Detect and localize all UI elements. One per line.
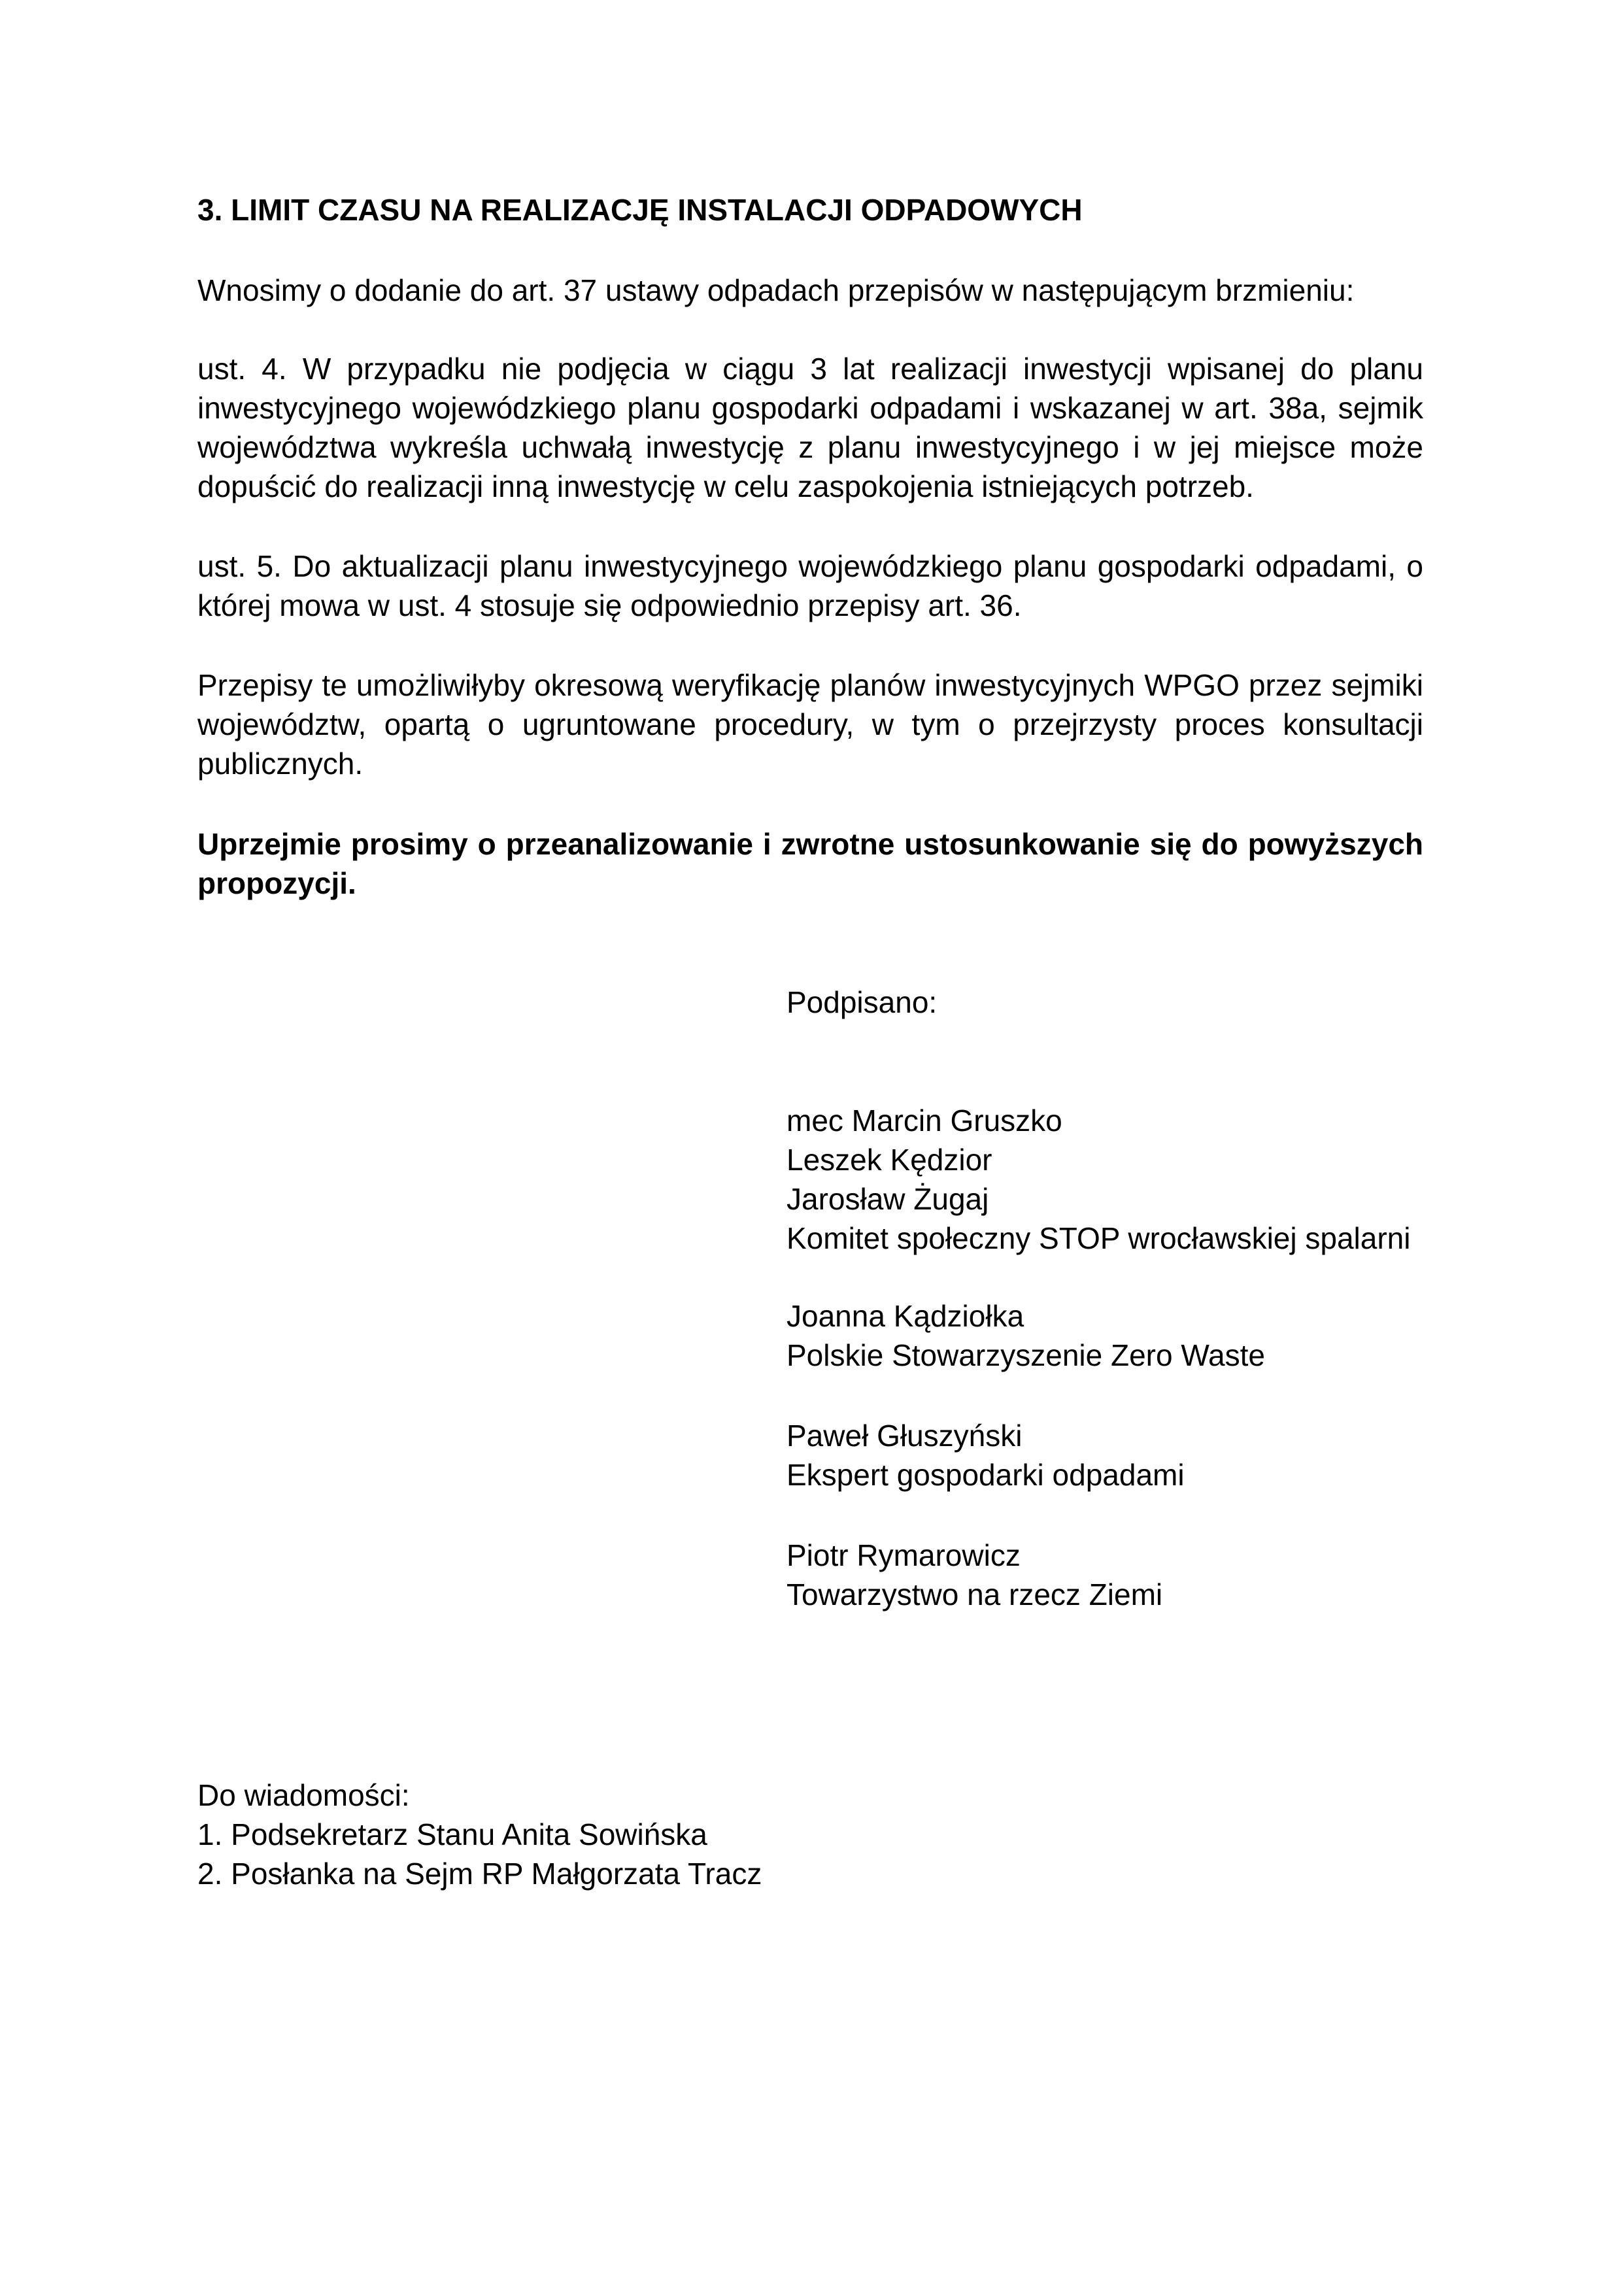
cc-label: Do wiadomości:	[197, 1778, 410, 1812]
signatory-organization: Ekspert gospodarki odpadami	[787, 1458, 1185, 1492]
signatory-name: Jarosław Żugaj	[787, 1182, 989, 1216]
justification-line: województw, opartą o ugruntowane procedury, w tym o przejrzysty proces konsultacji	[197, 707, 1423, 741]
signatory-name: Leszek Kędzior	[787, 1143, 992, 1177]
ust5-paragraph	[197, 547, 1423, 625]
ust4-line: ust. 4. W przypadku nie podjęcia w ciągu 3 lat realizacji inwestycji wpisanej do planu	[197, 352, 1423, 386]
section-heading-text: 3. LIMIT CZASU NA REALIZACJĘ INSTALACJI ODPADOWYCH	[197, 193, 1083, 227]
ust4-line: dopuścić do realizacji inną inwestycję w celu zaspokojenia istniejących potrzeb.	[197, 469, 1254, 503]
cc-item: 1. Podsekretarz Stanu Anita Sowińska	[197, 1817, 707, 1851]
request-line: Uprzejmie prosimy o przeanalizowanie i zwrotne ustosunkowanie się do powyższych	[197, 827, 1423, 861]
cc-item: 2. Posłanka na Sejm RP Małgorzata Tracz	[197, 1857, 762, 1891]
intro-text: Wnosimy o dodanie do art. 37 ustawy odpadach przepisów w następującym brzmieniu:	[197, 273, 1355, 307]
signatory-organization: Towarzystwo na rzecz Ziemi	[787, 1577, 1163, 1611]
signed-label	[787, 983, 1440, 1022]
justification-line: Przepisy te umożliwiłyby okresową weryfikację planów inwestycyjnych WPGO przez sejmiki	[197, 668, 1423, 702]
signatory-name: Paweł Głuszyński	[787, 1419, 1023, 1453]
request-paragraph	[197, 824, 1423, 903]
signatory-name: Joanna Kądziołka	[787, 1299, 1024, 1333]
intro-paragraph	[197, 271, 1423, 310]
signatory-organization: Komitet społeczny STOP wrocławskiej spalarni	[787, 1221, 1411, 1255]
ust5-line: ust. 5. Do aktualizacji planu inwestycyjnego wojewódzkiego planu gospodarki odpadami, o	[197, 549, 1423, 583]
ust5-line: której mowa w ust. 4 stosuje się odpowiednio przepisy art. 36.	[197, 588, 1022, 622]
justification-line: publicznych.	[197, 747, 364, 781]
request-line: propozycji.	[197, 866, 356, 900]
signatory-group	[787, 1101, 1440, 1258]
signatory-name: mec Marcin Gruszko	[787, 1104, 1062, 1138]
ust4-paragraph	[197, 349, 1423, 506]
signatory-group	[787, 1416, 1440, 1494]
justification-paragraph	[197, 666, 1423, 783]
signatory-name: Piotr Rymarowicz	[787, 1538, 1021, 1572]
cc-list	[197, 1776, 1423, 1893]
signatory-organization: Polskie Stowarzyszenie Zero Waste	[787, 1338, 1266, 1372]
signatory-group	[787, 1536, 1440, 1614]
section-heading	[197, 190, 1423, 229]
signatory-group	[787, 1296, 1440, 1375]
ust4-line: inwestycyjnego wojewódzkiego planu gospodarki odpadami i wskazanej w art. 38a, sejmik	[197, 391, 1423, 425]
signed-label-text: Podpisano:	[787, 985, 938, 1019]
ust4-line: województwa wykreśla uchwałą inwestycję z planu inwestycyjnego i w jej miejsce może	[197, 430, 1423, 464]
